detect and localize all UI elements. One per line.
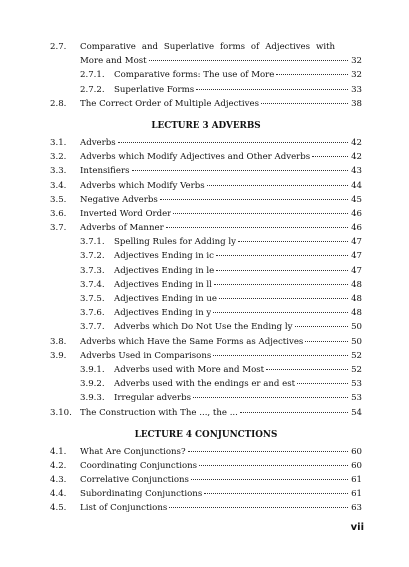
entry-page-number: 42 [351, 137, 362, 148]
dot-leader [118, 141, 348, 143]
toc-entry[interactable] [50, 349, 362, 363]
entry-number: 3.8. [50, 336, 67, 347]
entry-page-number: 54 [351, 407, 362, 418]
dot-leader [191, 478, 348, 480]
entry-title: What Are Conjunctions? [80, 446, 186, 457]
toc-subentry[interactable] [50, 83, 362, 97]
entry-page-number: 47 [351, 251, 362, 262]
dot-leader [266, 368, 348, 370]
dot-leader [207, 184, 348, 186]
dot-leader [199, 464, 348, 466]
toc-entry[interactable] [50, 207, 362, 221]
entry-page-number: 46 [351, 208, 362, 219]
entry-title: Adverbs which Do Not Use the Ending ly [114, 322, 293, 333]
entry-title: More and Most [80, 56, 147, 67]
entry-number: 2.8. [50, 98, 67, 109]
entry-number: 3.10. [50, 407, 72, 418]
entry-title: Irregular adverbs [114, 393, 192, 404]
entry-title: Coordinating Conjunctions [80, 460, 198, 471]
entry-title: Negative Adverbs [80, 194, 158, 205]
toc-entry-first-line [50, 40, 362, 54]
entry-number: 3.6. [50, 208, 67, 219]
entry-number: 3.7.1. [80, 237, 105, 248]
lecture-heading: LECTURE 4 CONJUNCTIONS [134, 429, 278, 440]
entry-page-number: 61 [351, 475, 362, 486]
entry-title-line1: Comparative and Superlative forms of Adjectives with [80, 42, 336, 52]
entry-title: Adverbs Used in Comparisons [80, 350, 212, 361]
toc-subentry[interactable] [50, 306, 362, 320]
entry-page-number: 47 [351, 265, 362, 276]
toc-entry[interactable] [50, 221, 362, 235]
entry-number: 2.7. [50, 42, 67, 52]
toc-subentry[interactable] [50, 264, 362, 278]
toc-entry[interactable] [50, 445, 362, 459]
toc-entry[interactable] [50, 164, 362, 178]
dot-leader [213, 354, 348, 356]
toc-entry[interactable] [50, 473, 362, 487]
entry-page-number: 48 [351, 279, 362, 290]
entry-title: Adjectives Ending in y [114, 308, 212, 319]
entry-page-number: 63 [351, 503, 362, 514]
entry-page-number: 45 [351, 194, 362, 205]
entry-number: 3.9.3. [80, 393, 105, 404]
entry-page-number: 50 [351, 336, 362, 347]
entry-number: 3.7.3. [80, 265, 105, 276]
entry-number: 4.2. [50, 460, 67, 471]
entry-page-number: 60 [351, 460, 362, 471]
dot-leader [216, 269, 348, 271]
entry-number: 3.7.7. [80, 322, 105, 333]
entry-number: 3.7.4. [80, 279, 105, 290]
entry-page-number: 60 [351, 446, 362, 457]
entry-page-number: 52 [351, 350, 362, 361]
toc-subentry[interactable] [50, 320, 362, 334]
entry-title: Spelling Rules for Adding ly [114, 237, 236, 248]
entry-title: Adverbs of Manner [80, 223, 164, 234]
entry-title: Intensifiers [80, 166, 130, 177]
dot-leader [261, 102, 348, 104]
dot-leader [149, 59, 348, 61]
page-number: vii [350, 522, 364, 533]
entry-number: 3.3. [50, 166, 67, 177]
entry-number: 3.7.5. [80, 294, 105, 304]
dot-leader [193, 396, 348, 398]
toc-subentry[interactable] [50, 377, 362, 391]
entry-number: 3.9.2. [80, 379, 105, 390]
entry-title: Adverbs used with the endings er and est [114, 379, 296, 390]
entry-number: 4.4. [50, 489, 67, 500]
entry-page-number: 44 [351, 180, 362, 191]
entry-title: Correlative Conjunctions [80, 475, 189, 486]
entry-number: 2.7.1. [80, 70, 105, 81]
entry-page-number: 43 [351, 166, 362, 177]
toc-entry[interactable] [50, 193, 362, 207]
entry-title: Inverted Word Order [80, 208, 172, 219]
entry-number: 3.7. [50, 223, 67, 234]
toc-entry[interactable] [50, 136, 362, 150]
entry-page-number: 53 [351, 393, 362, 404]
entry-title: The Correct Order of Multiple Adjectives [80, 98, 259, 109]
toc-subentry[interactable] [50, 235, 362, 249]
dot-leader [169, 506, 348, 508]
toc-entry[interactable] [50, 501, 362, 515]
entry-title: List of Conjunctions [80, 503, 168, 514]
entry-title: Adjectives Ending in ll [114, 279, 212, 290]
entry-number: 3.7.2. [80, 251, 105, 262]
entry-page-number: 32 [351, 56, 362, 67]
dot-leader [312, 155, 348, 157]
entry-page-number: 38 [351, 98, 362, 109]
entry-number: 3.9. [50, 350, 67, 361]
entry-title: Adverbs used with More and Most [114, 364, 265, 375]
entry-number: 3.4. [50, 180, 67, 191]
entry-number: 4.3. [50, 475, 67, 486]
toc-entry[interactable] [50, 150, 362, 164]
entry-title: Adverbs which Modify Verbs [80, 180, 205, 191]
dot-leader [219, 297, 348, 299]
dot-leader [214, 283, 348, 285]
entry-title: Superlative Forms [114, 84, 195, 95]
dot-leader [166, 226, 348, 228]
entry-page-number: 32 [351, 70, 362, 81]
toc-subentry[interactable] [50, 278, 362, 292]
dot-leader [132, 169, 349, 171]
entry-page-number: 33 [351, 84, 362, 95]
dot-leader [238, 240, 348, 242]
entry-number: 3.2. [50, 152, 67, 163]
entry-number: 4.5. [50, 503, 67, 514]
toc-entry[interactable] [50, 487, 362, 501]
toc-entry[interactable] [50, 179, 362, 193]
entry-page-number: 61 [351, 489, 362, 500]
entry-page-number: 48 [351, 308, 362, 319]
entry-number: 3.9.1. [80, 364, 105, 375]
entry-title: Adverbs [80, 137, 116, 148]
toc-subentry[interactable] [50, 249, 362, 263]
toc-entry[interactable] [50, 335, 362, 349]
dot-leader [213, 311, 348, 313]
toc-entry[interactable] [50, 97, 362, 111]
toc-entry[interactable] [50, 406, 362, 420]
entry-page-number: 42 [351, 152, 362, 163]
toc-subentry[interactable] [50, 68, 362, 82]
toc-subentry[interactable] [50, 363, 362, 377]
entry-number: 2.7.2. [80, 84, 105, 95]
dot-leader [216, 254, 348, 256]
dot-leader [305, 340, 348, 342]
dot-leader [196, 88, 348, 90]
entry-title: Adjectives Ending in ue [114, 294, 218, 304]
entry-title: Adverbs which Modify Adjectives and Other Adverbs [80, 152, 311, 163]
table-of-contents [50, 40, 362, 516]
entry-title: Subordinating Conjunctions [80, 489, 203, 500]
dot-leader [173, 212, 348, 214]
entry-page-number: 47 [351, 237, 362, 248]
lecture-heading: LECTURE 3 ADVERBS [151, 120, 261, 131]
dot-leader [204, 492, 348, 494]
entry-page-number: 46 [351, 223, 362, 234]
dot-leader [160, 198, 348, 200]
dot-leader [240, 411, 348, 413]
entry-page-number: 52 [351, 364, 362, 375]
entry-number: 3.5. [50, 194, 67, 205]
entry-title: Adverbs which Have the Same Forms as Adjectives [80, 336, 304, 347]
dot-leader [295, 325, 349, 327]
dot-leader [297, 382, 348, 384]
entry-number: 3.7.6. [80, 308, 105, 319]
entry-title: Adjectives Ending in le [114, 265, 215, 276]
entry-title: Adjectives Ending in ic [114, 251, 214, 262]
entry-title: The Construction with The ..., the ... [80, 407, 238, 418]
toc-entry[interactable] [50, 54, 362, 68]
dot-leader [188, 450, 348, 452]
entry-number: 3.1. [50, 137, 67, 148]
toc-entry[interactable] [50, 459, 362, 473]
dot-leader [276, 73, 348, 75]
entry-page-number: 53 [351, 379, 362, 390]
entry-number: 4.1. [50, 446, 67, 457]
entry-page-number: 48 [351, 294, 362, 304]
entry-title: Comparative forms: The use of More [114, 70, 275, 81]
entry-page-number: 50 [351, 322, 362, 333]
toc-subentry[interactable] [50, 292, 362, 306]
toc-subentry[interactable] [50, 391, 362, 405]
